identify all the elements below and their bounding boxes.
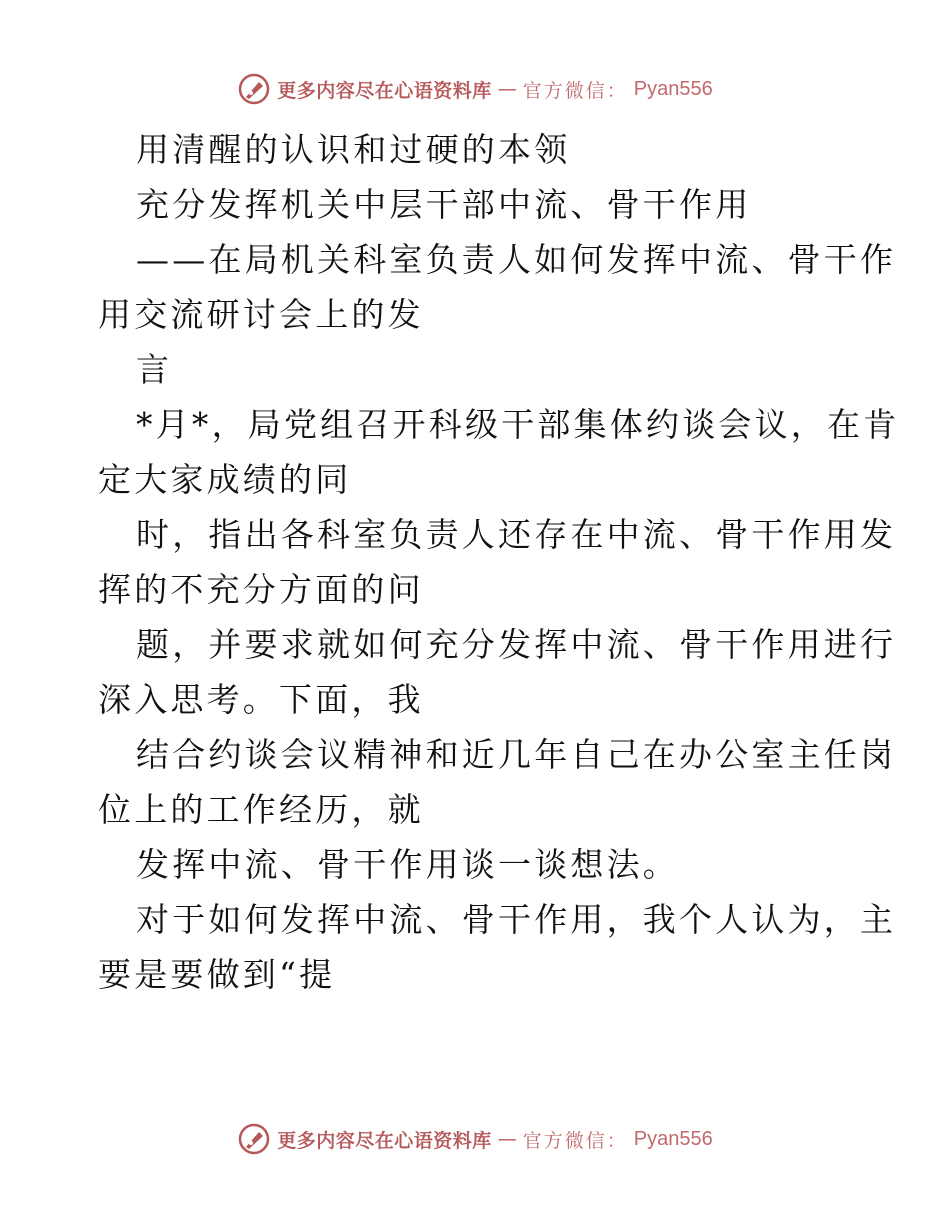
text-line: 位上的工作经历，就 xyxy=(98,790,424,829)
text-line: 挥的不充分方面的问 xyxy=(98,570,424,609)
watermark-wechat-label: 官方微信： xyxy=(522,79,628,102)
text-line: 深入思考。下面，我 xyxy=(98,680,424,719)
text-line: 用清醒的认识和过硬的本领 xyxy=(136,130,571,169)
text-line: 结合约谈会议精神和近几年自己在办公室主任岗 xyxy=(136,735,897,774)
pen-nib-logo-icon xyxy=(237,72,271,106)
text-line: 题，并要求就如何充分发挥中流、骨干作用进行 xyxy=(136,625,897,664)
watermark-wechat-label: 官方微信： xyxy=(522,1129,628,1152)
watermark-wechat-id: Pyan556 xyxy=(633,77,713,100)
watermark-wechat-id: Pyan556 xyxy=(633,1127,713,1150)
text-line: 时，指出各科室负责人还存在中流、骨干作用发 xyxy=(136,515,897,554)
watermark-dash: — xyxy=(497,1128,517,1150)
text-line: ——在局机关科室负责人如何发挥中流、骨干作 xyxy=(136,240,897,279)
pen-nib-logo-icon xyxy=(237,1122,271,1156)
header-watermark xyxy=(0,72,950,106)
text-line: 定大家成绩的同 xyxy=(98,460,352,499)
document-body xyxy=(98,122,900,1002)
watermark-text: 更多内容尽在心语资料库 xyxy=(277,79,492,102)
text-line: 对于如何发挥中流、骨干作用，我个人认为，主 xyxy=(136,900,897,939)
watermark-dash: — xyxy=(497,78,517,100)
text-line: *月*，局党组召开科级干部集体约谈会议，在肯 xyxy=(136,405,900,444)
footer-watermark xyxy=(0,1122,950,1156)
watermark-text: 更多内容尽在心语资料库 xyxy=(277,1129,492,1152)
text-line: 用交流研讨会上的发 xyxy=(98,295,424,334)
text-line: 言 xyxy=(136,350,173,389)
text-line: 充分发挥机关中层干部中流、骨干作用 xyxy=(136,185,752,224)
text-line: 要是要做到“提 xyxy=(98,955,336,994)
text-line: 发挥中流、骨干作用谈一谈想法。 xyxy=(136,845,679,884)
